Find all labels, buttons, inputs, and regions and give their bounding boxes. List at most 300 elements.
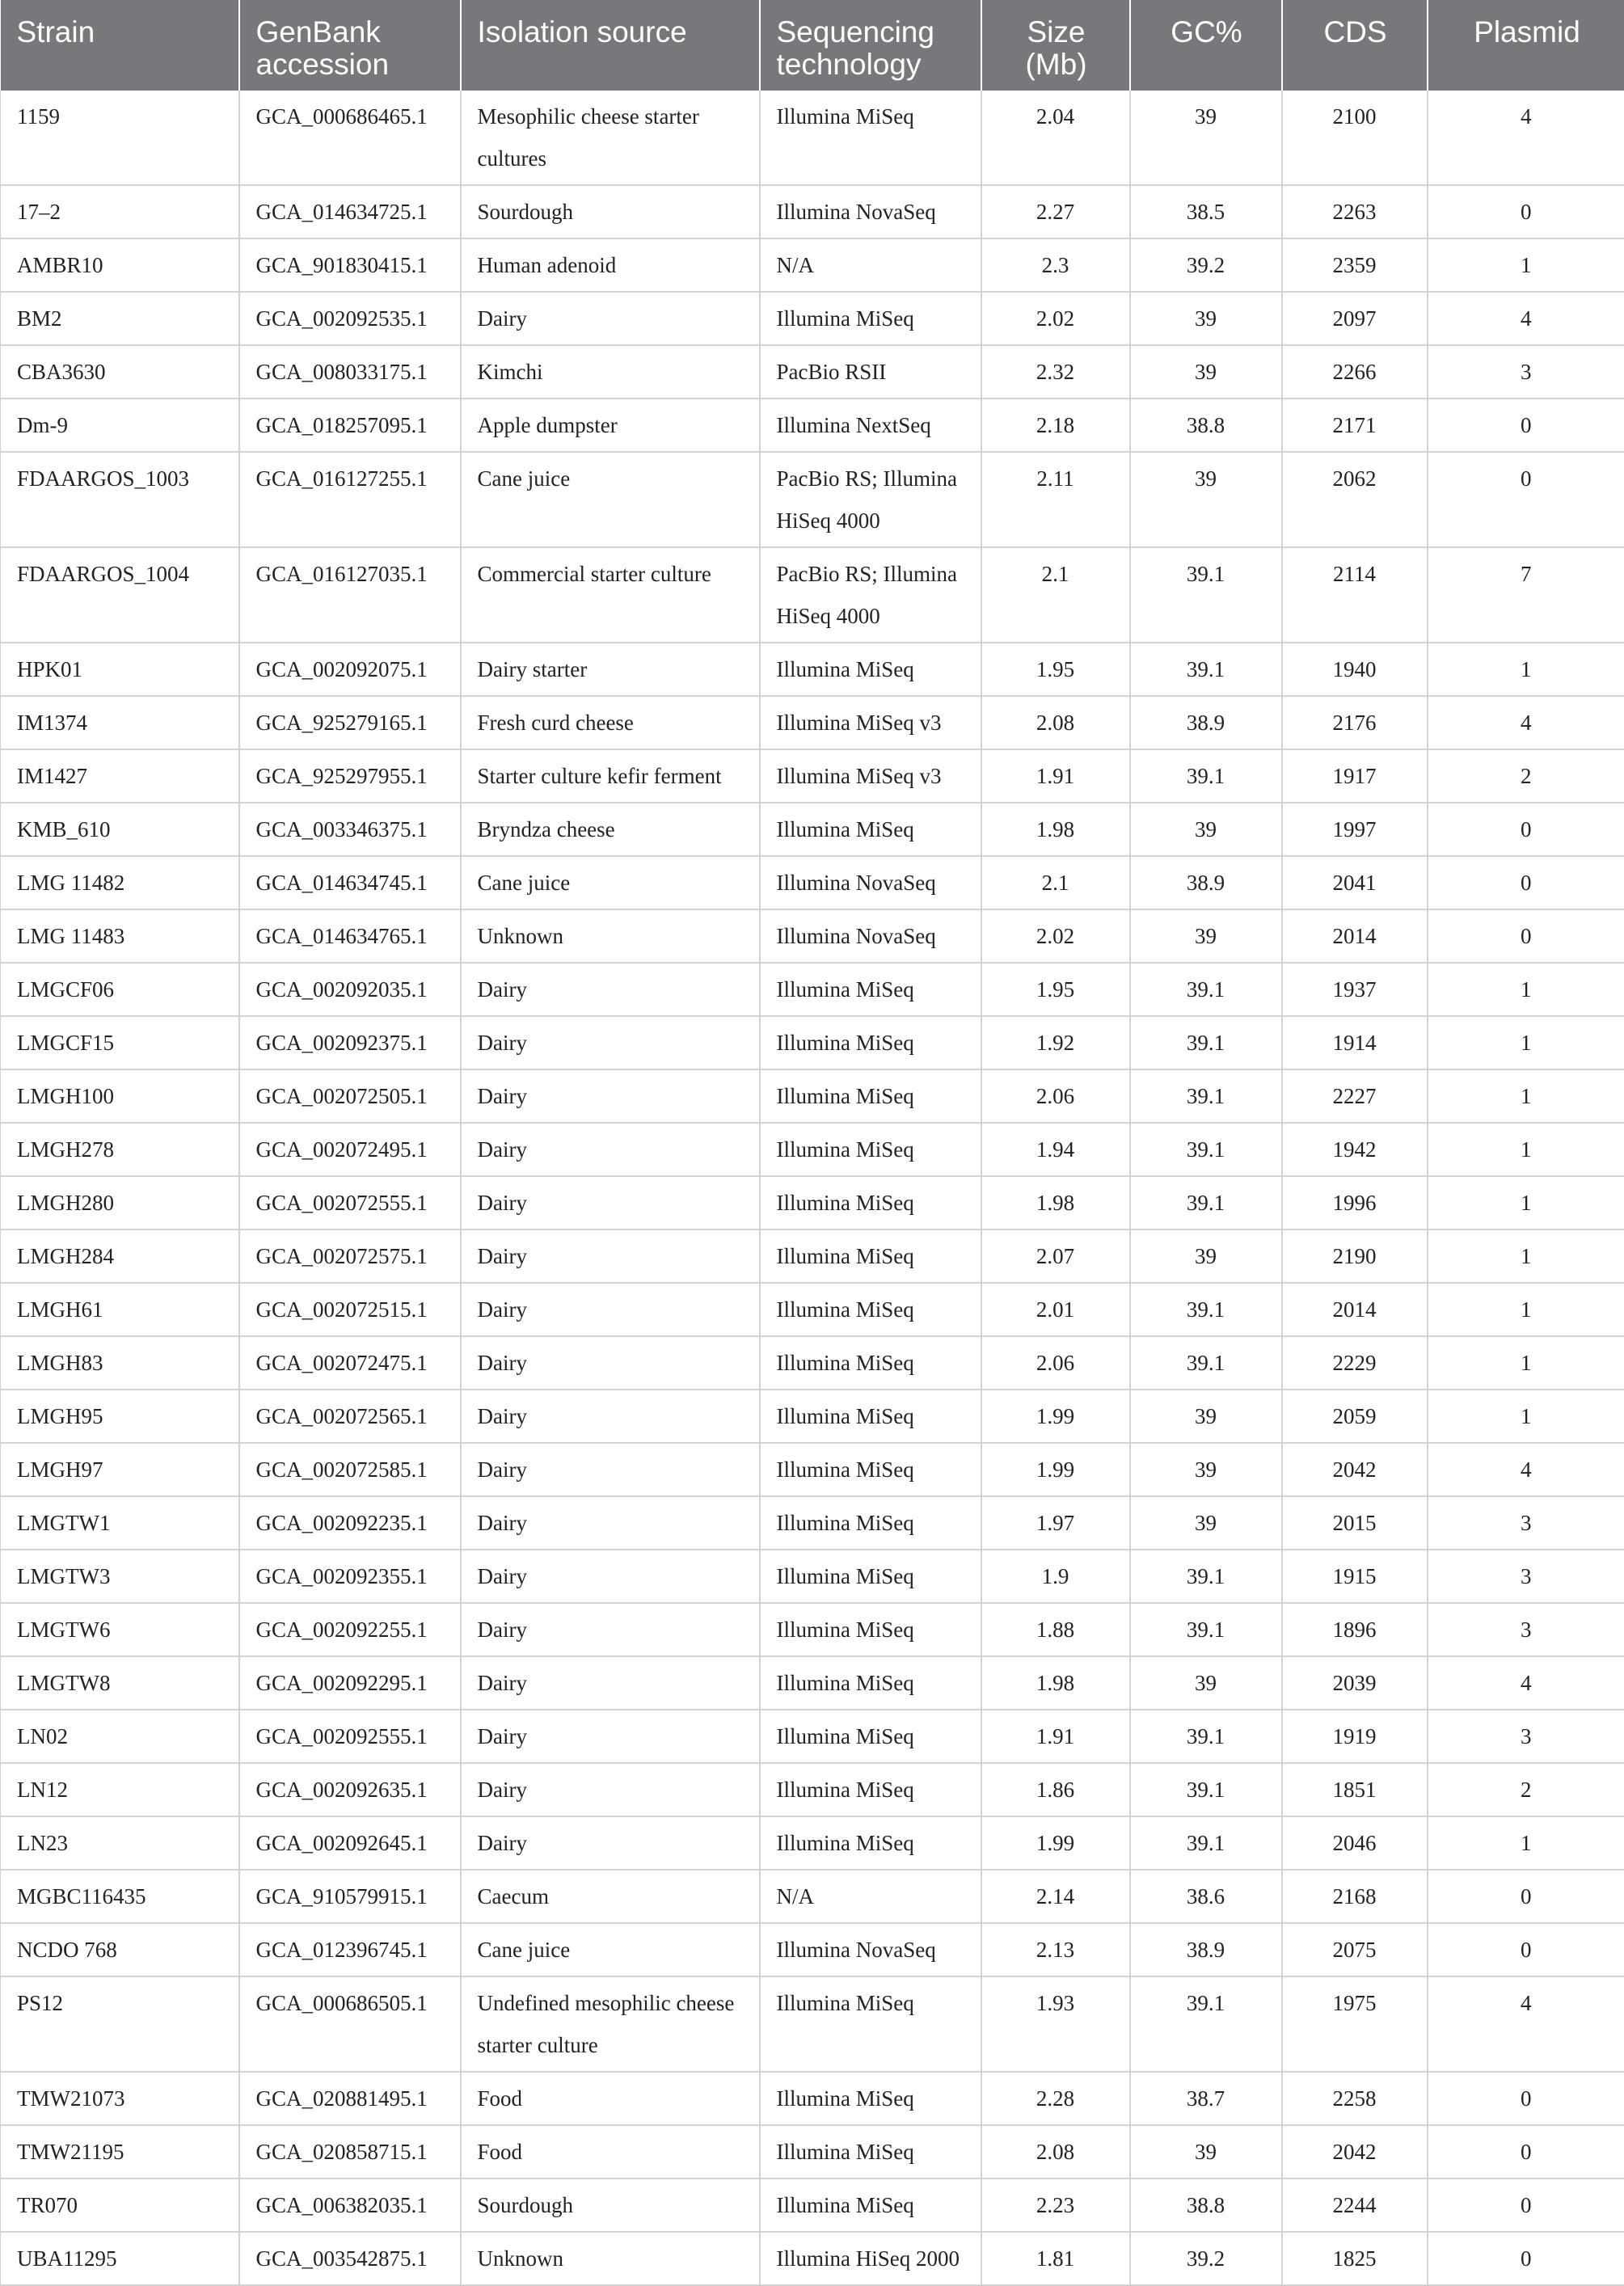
cell-gc: 39 (1130, 2125, 1282, 2178)
cell-genbank-accession: GCA_016127035.1 (239, 547, 461, 643)
cell-isolation-source: Dairy starter (461, 643, 760, 696)
table-row (1, 1283, 1624, 1336)
table-row (1, 1176, 1624, 1229)
cell-cds: 2359 (1282, 238, 1428, 292)
cell-gc: 39.1 (1130, 1763, 1282, 1816)
cell-size: 2.02 (981, 292, 1130, 345)
cell-genbank-accession: GCA_006382035.1 (239, 2178, 461, 2232)
cell-cds: 2046 (1282, 1816, 1428, 1870)
cell-gc: 39 (1130, 292, 1282, 345)
cell-plasmid: 4 (1428, 91, 1624, 185)
cell-size: 1.88 (981, 1603, 1130, 1656)
cell-cds: 1825 (1282, 2232, 1428, 2285)
cell-genbank-accession: GCA_002072585.1 (239, 1443, 461, 1496)
table-row (1, 643, 1624, 696)
cell-isolation-source: Dairy (461, 963, 760, 1016)
table-row (1, 963, 1624, 1016)
table-row (1, 1336, 1624, 1390)
table-row (1, 1763, 1624, 1816)
cell-size: 1.91 (981, 749, 1130, 803)
cell-gc: 39.1 (1130, 547, 1282, 643)
cell-cds: 2244 (1282, 2178, 1428, 2232)
cell-cds: 2168 (1282, 1870, 1428, 1923)
cell-size: 2.07 (981, 1229, 1130, 1283)
cell-isolation-source: Unknown (461, 909, 760, 963)
cell-plasmid: 1 (1428, 1229, 1624, 1283)
cell-plasmid: 0 (1428, 2072, 1624, 2125)
cell-isolation-source: Caecum (461, 1870, 760, 1923)
cell-plasmid: 0 (1428, 452, 1624, 547)
cell-isolation-source: Food (461, 2125, 760, 2178)
table-row (1, 1550, 1624, 1603)
table-row (1, 909, 1624, 963)
cell-genbank-accession: GCA_925279165.1 (239, 696, 461, 749)
cell-genbank-accession: GCA_012396745.1 (239, 1923, 461, 1976)
table-row (1, 2072, 1624, 2125)
cell-genbank-accession: GCA_002072565.1 (239, 1390, 461, 1443)
cell-cds: 2263 (1282, 185, 1428, 238)
cell-gc: 39.1 (1130, 1816, 1282, 1870)
table-row (1, 91, 1624, 185)
table-row (1, 1390, 1624, 1443)
cell-gc: 39.1 (1130, 1069, 1282, 1123)
cell-gc: 39 (1130, 91, 1282, 185)
table-row (1, 2125, 1624, 2178)
table-row (1, 856, 1624, 909)
cell-sequencing-technology: Illumina HiSeq 2000 (760, 2232, 981, 2285)
cell-strain: AMBR10 (1, 238, 239, 292)
cell-plasmid: 0 (1428, 2125, 1624, 2178)
cell-size: 1.95 (981, 963, 1130, 1016)
header-strain: Strain (1, 0, 239, 91)
cell-size: 2.1 (981, 856, 1130, 909)
cell-size: 1.98 (981, 803, 1130, 856)
cell-strain: IM1374 (1, 696, 239, 749)
table-row (1, 2178, 1624, 2232)
cell-strain: FDAARGOS_1003 (1, 452, 239, 547)
cell-sequencing-technology: PacBio RS; Illumina HiSeq 4000 (760, 452, 981, 547)
cell-plasmid: 3 (1428, 1550, 1624, 1603)
cell-isolation-source: Dairy (461, 1550, 760, 1603)
cell-gc: 39.1 (1130, 1603, 1282, 1656)
cell-sequencing-technology: Illumina NextSeq (760, 399, 981, 452)
cell-gc: 39.1 (1130, 1336, 1282, 1390)
cell-strain: LMGH83 (1, 1336, 239, 1390)
cell-strain: LMG 11482 (1, 856, 239, 909)
cell-cds: 2266 (1282, 345, 1428, 399)
table-row (1, 696, 1624, 749)
cell-plasmid: 1 (1428, 1336, 1624, 1390)
cell-isolation-source: Commercial starter culture (461, 547, 760, 643)
cell-genbank-accession: GCA_002092255.1 (239, 1603, 461, 1656)
cell-cds: 2075 (1282, 1923, 1428, 1976)
cell-isolation-source: Dairy (461, 1016, 760, 1069)
table-row (1, 1016, 1624, 1069)
header-sequencing-technology: Sequencing technology (760, 0, 981, 91)
cell-cds: 2042 (1282, 2125, 1428, 2178)
cell-size: 2.13 (981, 1923, 1130, 1976)
cell-cds: 1940 (1282, 643, 1428, 696)
cell-strain: IM1427 (1, 749, 239, 803)
cell-isolation-source: Dairy (461, 1443, 760, 1496)
cell-isolation-source: Cane juice (461, 1923, 760, 1976)
cell-genbank-accession: GCA_910579915.1 (239, 1870, 461, 1923)
cell-cds: 2176 (1282, 696, 1428, 749)
cell-plasmid: 1 (1428, 1816, 1624, 1870)
cell-sequencing-technology: Illumina MiSeq (760, 91, 981, 185)
cell-isolation-source: Dairy (461, 1390, 760, 1443)
cell-genbank-accession: GCA_002092355.1 (239, 1550, 461, 1603)
cell-genbank-accession: GCA_925297955.1 (239, 749, 461, 803)
cell-size: 2.04 (981, 91, 1130, 185)
cell-isolation-source: Apple dumpster (461, 399, 760, 452)
cell-genbank-accession: GCA_016127255.1 (239, 452, 461, 547)
cell-size: 2.11 (981, 452, 1130, 547)
cell-size: 2.28 (981, 2072, 1130, 2125)
cell-size: 2.18 (981, 399, 1130, 452)
cell-sequencing-technology: Illumina MiSeq (760, 1176, 981, 1229)
cell-cds: 1975 (1282, 1976, 1428, 2072)
cell-size: 1.93 (981, 1976, 1130, 2072)
cell-strain: LMGTW3 (1, 1550, 239, 1603)
cell-genbank-accession: GCA_014634725.1 (239, 185, 461, 238)
cell-strain: LN23 (1, 1816, 239, 1870)
table-row (1, 1656, 1624, 1710)
cell-isolation-source: Dairy (461, 1336, 760, 1390)
cell-plasmid: 2 (1428, 749, 1624, 803)
cell-isolation-source: Bryndza cheese (461, 803, 760, 856)
cell-strain: NCDO 768 (1, 1923, 239, 1976)
cell-strain: TMW21195 (1, 2125, 239, 2178)
cell-isolation-source: Dairy (461, 1283, 760, 1336)
cell-gc: 39 (1130, 1229, 1282, 1283)
cell-sequencing-technology: Illumina MiSeq (760, 1710, 981, 1763)
cell-size: 2.1 (981, 547, 1130, 643)
cell-gc: 39 (1130, 909, 1282, 963)
table-row (1, 185, 1624, 238)
table-row (1, 2232, 1624, 2285)
cell-size: 2.3 (981, 238, 1130, 292)
cell-genbank-accession: GCA_002072495.1 (239, 1123, 461, 1176)
cell-genbank-accession: GCA_014634765.1 (239, 909, 461, 963)
cell-genbank-accession: GCA_018257095.1 (239, 399, 461, 452)
cell-cds: 2015 (1282, 1496, 1428, 1550)
cell-gc: 39.1 (1130, 1550, 1282, 1603)
table-row (1, 1603, 1624, 1656)
cell-isolation-source: Human adenoid (461, 238, 760, 292)
cell-plasmid: 3 (1428, 345, 1624, 399)
table-row (1, 1443, 1624, 1496)
cell-gc: 38.6 (1130, 1870, 1282, 1923)
cell-sequencing-technology: Illumina NovaSeq (760, 185, 981, 238)
cell-genbank-accession: GCA_002072475.1 (239, 1336, 461, 1390)
cell-sequencing-technology: Illumina MiSeq (760, 1123, 981, 1176)
table-row (1, 345, 1624, 399)
cell-strain: PS12 (1, 1976, 239, 2072)
cell-isolation-source: Dairy (461, 292, 760, 345)
cell-sequencing-technology: Illumina MiSeq (760, 643, 981, 696)
cell-strain: Dm-9 (1, 399, 239, 452)
cell-strain: 1159 (1, 91, 239, 185)
cell-plasmid: 7 (1428, 547, 1624, 643)
cell-gc: 38.9 (1130, 696, 1282, 749)
cell-cds: 2114 (1282, 547, 1428, 643)
cell-sequencing-technology: Illumina NovaSeq (760, 856, 981, 909)
cell-plasmid: 0 (1428, 856, 1624, 909)
cell-plasmid: 3 (1428, 1496, 1624, 1550)
cell-cds: 1917 (1282, 749, 1428, 803)
cell-isolation-source: Dairy (461, 1176, 760, 1229)
cell-sequencing-technology: Illumina MiSeq (760, 1496, 981, 1550)
cell-genbank-accession: GCA_002092295.1 (239, 1656, 461, 1710)
cell-size: 1.9 (981, 1550, 1130, 1603)
cell-cds: 1997 (1282, 803, 1428, 856)
cell-genbank-accession: GCA_003346375.1 (239, 803, 461, 856)
table-row (1, 1123, 1624, 1176)
cell-isolation-source: Dairy (461, 1763, 760, 1816)
cell-strain: UBA11295 (1, 2232, 239, 2285)
cell-size: 1.98 (981, 1656, 1130, 1710)
cell-genbank-accession: GCA_901830415.1 (239, 238, 461, 292)
cell-sequencing-technology: Illumina MiSeq (760, 1016, 981, 1069)
cell-sequencing-technology: Illumina MiSeq (760, 803, 981, 856)
cell-cds: 1915 (1282, 1550, 1428, 1603)
cell-genbank-accession: GCA_020881495.1 (239, 2072, 461, 2125)
cell-sequencing-technology: N/A (760, 1870, 981, 1923)
cell-plasmid: 4 (1428, 292, 1624, 345)
cell-size: 1.95 (981, 643, 1130, 696)
cell-sequencing-technology: Illumina MiSeq (760, 1443, 981, 1496)
cell-plasmid: 2 (1428, 1763, 1624, 1816)
cell-gc: 39.2 (1130, 238, 1282, 292)
cell-strain: LMGTW8 (1, 1656, 239, 1710)
cell-cds: 2041 (1282, 856, 1428, 909)
cell-cds: 1851 (1282, 1763, 1428, 1816)
header-row (1, 0, 1624, 91)
cell-size: 1.91 (981, 1710, 1130, 1763)
cell-size: 1.86 (981, 1763, 1130, 1816)
cell-isolation-source: Cane juice (461, 856, 760, 909)
cell-size: 1.97 (981, 1496, 1130, 1550)
cell-cds: 1919 (1282, 1710, 1428, 1763)
table-row (1, 292, 1624, 345)
cell-cds: 2258 (1282, 2072, 1428, 2125)
cell-sequencing-technology: Illumina MiSeq (760, 1390, 981, 1443)
cell-sequencing-technology: Illumina MiSeq v3 (760, 696, 981, 749)
cell-plasmid: 0 (1428, 2178, 1624, 2232)
cell-genbank-accession: GCA_008033175.1 (239, 345, 461, 399)
cell-isolation-source: Sourdough (461, 2178, 760, 2232)
cell-sequencing-technology: PacBio RS; Illumina HiSeq 4000 (760, 547, 981, 643)
cell-strain: BM2 (1, 292, 239, 345)
cell-strain: LN02 (1, 1710, 239, 1763)
cell-cds: 2190 (1282, 1229, 1428, 1283)
cell-gc: 38.5 (1130, 185, 1282, 238)
cell-gc: 39.1 (1130, 1283, 1282, 1336)
cell-cds: 2229 (1282, 1336, 1428, 1390)
cell-plasmid: 0 (1428, 185, 1624, 238)
cell-gc: 39.1 (1130, 1016, 1282, 1069)
cell-sequencing-technology: Illumina MiSeq (760, 1336, 981, 1390)
cell-strain: LMGH280 (1, 1176, 239, 1229)
cell-sequencing-technology: Illumina MiSeq (760, 2072, 981, 2125)
cell-gc: 39.1 (1130, 1976, 1282, 2072)
cell-gc: 39.2 (1130, 2232, 1282, 2285)
cell-size: 1.92 (981, 1016, 1130, 1069)
cell-isolation-source: Sourdough (461, 185, 760, 238)
cell-cds: 1942 (1282, 1123, 1428, 1176)
cell-cds: 1914 (1282, 1016, 1428, 1069)
cell-plasmid: 1 (1428, 1283, 1624, 1336)
cell-size: 1.99 (981, 1443, 1130, 1496)
cell-cds: 1996 (1282, 1176, 1428, 1229)
cell-isolation-source: Dairy (461, 1496, 760, 1550)
cell-genbank-accession: GCA_002072515.1 (239, 1283, 461, 1336)
cell-sequencing-technology: Illumina MiSeq (760, 292, 981, 345)
cell-genbank-accession: GCA_002092235.1 (239, 1496, 461, 1550)
table-row (1, 1710, 1624, 1763)
table-row (1, 1496, 1624, 1550)
table-row (1, 1976, 1624, 2072)
cell-cds: 2227 (1282, 1069, 1428, 1123)
cell-gc: 38.9 (1130, 1923, 1282, 1976)
cell-gc: 39 (1130, 1390, 1282, 1443)
cell-sequencing-technology: Illumina MiSeq (760, 1976, 981, 2072)
cell-plasmid: 1 (1428, 1016, 1624, 1069)
cell-plasmid: 1 (1428, 1176, 1624, 1229)
cell-genbank-accession: GCA_002092035.1 (239, 963, 461, 1016)
cell-genbank-accession: GCA_003542875.1 (239, 2232, 461, 2285)
cell-isolation-source: Dairy (461, 1229, 760, 1283)
table-row (1, 1069, 1624, 1123)
cell-isolation-source: Dairy (461, 1069, 760, 1123)
cell-isolation-source: Kimchi (461, 345, 760, 399)
cell-genbank-accession: GCA_002092645.1 (239, 1816, 461, 1870)
cell-plasmid: 4 (1428, 1976, 1624, 2072)
cell-isolation-source: Dairy (461, 1123, 760, 1176)
cell-genbank-accession: GCA_000686505.1 (239, 1976, 461, 2072)
cell-strain: LMGH100 (1, 1069, 239, 1123)
table-row (1, 399, 1624, 452)
cell-isolation-source: Dairy (461, 1603, 760, 1656)
cell-sequencing-technology: Illumina MiSeq (760, 1069, 981, 1123)
cell-sequencing-technology: Illumina NovaSeq (760, 909, 981, 963)
cell-gc: 39 (1130, 452, 1282, 547)
cell-strain: TMW21073 (1, 2072, 239, 2125)
cell-plasmid: 1 (1428, 1390, 1624, 1443)
cell-isolation-source: Dairy (461, 1710, 760, 1763)
cell-strain: CBA3630 (1, 345, 239, 399)
cell-isolation-source: Fresh curd cheese (461, 696, 760, 749)
header-isolation-source: Isolation source (461, 0, 760, 91)
cell-isolation-source: Starter culture kefir ferment (461, 749, 760, 803)
cell-genbank-accession: GCA_002072505.1 (239, 1069, 461, 1123)
cell-cds: 2059 (1282, 1390, 1428, 1443)
cell-strain: TR070 (1, 2178, 239, 2232)
cell-cds: 2171 (1282, 399, 1428, 452)
cell-gc: 38.7 (1130, 2072, 1282, 2125)
cell-plasmid: 0 (1428, 399, 1624, 452)
cell-plasmid: 3 (1428, 1710, 1624, 1763)
cell-plasmid: 1 (1428, 1123, 1624, 1176)
cell-strain: MGBC116435 (1, 1870, 239, 1923)
cell-isolation-source: Cane juice (461, 452, 760, 547)
cell-plasmid: 0 (1428, 803, 1624, 856)
cell-strain: LMGTW1 (1, 1496, 239, 1550)
cell-isolation-source: Dairy (461, 1816, 760, 1870)
cell-cds: 2097 (1282, 292, 1428, 345)
cell-strain: LMGH97 (1, 1443, 239, 1496)
cell-plasmid: 1 (1428, 238, 1624, 292)
cell-strain: 17–2 (1, 185, 239, 238)
cell-isolation-source: Mesophilic cheese starter cultures (461, 91, 760, 185)
cell-strain: LMG 11483 (1, 909, 239, 963)
cell-size: 2.32 (981, 345, 1130, 399)
cell-plasmid: 1 (1428, 643, 1624, 696)
cell-gc: 39.1 (1130, 643, 1282, 696)
cell-plasmid: 1 (1428, 1069, 1624, 1123)
cell-sequencing-technology: Illumina MiSeq (760, 1656, 981, 1710)
cell-genbank-accession: GCA_014634745.1 (239, 856, 461, 909)
cell-sequencing-technology: Illumina MiSeq (760, 963, 981, 1016)
table-header (1, 0, 1624, 91)
cell-strain: LMGTW6 (1, 1603, 239, 1656)
cell-plasmid: 4 (1428, 696, 1624, 749)
cell-gc: 39 (1130, 1496, 1282, 1550)
cell-plasmid: 4 (1428, 1656, 1624, 1710)
cell-size: 1.94 (981, 1123, 1130, 1176)
cell-cds: 1896 (1282, 1603, 1428, 1656)
cell-sequencing-technology: Illumina MiSeq (760, 1283, 981, 1336)
header-size: Size (Mb) (981, 0, 1130, 91)
cell-size: 1.99 (981, 1816, 1130, 1870)
cell-cds: 1937 (1282, 963, 1428, 1016)
cell-cds: 2042 (1282, 1443, 1428, 1496)
cell-cds: 2062 (1282, 452, 1428, 547)
cell-cds: 2014 (1282, 1283, 1428, 1336)
cell-strain: HPK01 (1, 643, 239, 696)
cell-strain: LMGCF15 (1, 1016, 239, 1069)
cell-size: 2.08 (981, 2125, 1130, 2178)
cell-gc: 38.8 (1130, 399, 1282, 452)
cell-gc: 39.1 (1130, 1710, 1282, 1763)
cell-size: 2.06 (981, 1336, 1130, 1390)
cell-genbank-accession: GCA_002092375.1 (239, 1016, 461, 1069)
cell-size: 2.27 (981, 185, 1130, 238)
header-gc: GC% (1130, 0, 1282, 91)
cell-plasmid: 4 (1428, 1443, 1624, 1496)
table-row (1, 803, 1624, 856)
cell-size: 2.23 (981, 2178, 1130, 2232)
cell-sequencing-technology: Illumina MiSeq (760, 1229, 981, 1283)
cell-gc: 38.8 (1130, 2178, 1282, 2232)
cell-gc: 39 (1130, 803, 1282, 856)
table-row (1, 238, 1624, 292)
cell-strain: LMGH61 (1, 1283, 239, 1336)
header-plasmid: Plasmid (1428, 0, 1624, 91)
cell-gc: 39.1 (1130, 1176, 1282, 1229)
cell-gc: 39.1 (1130, 963, 1282, 1016)
cell-isolation-source: Dairy (461, 1656, 760, 1710)
cell-strain: LMGCF06 (1, 963, 239, 1016)
cell-strain: LMGH284 (1, 1229, 239, 1283)
cell-size: 1.81 (981, 2232, 1130, 2285)
header-genbank-accession: GenBank accession (239, 0, 461, 91)
cell-strain: KMB_610 (1, 803, 239, 856)
cell-genbank-accession: GCA_002072555.1 (239, 1176, 461, 1229)
cell-genbank-accession: GCA_002092075.1 (239, 643, 461, 696)
table-row (1, 1870, 1624, 1923)
